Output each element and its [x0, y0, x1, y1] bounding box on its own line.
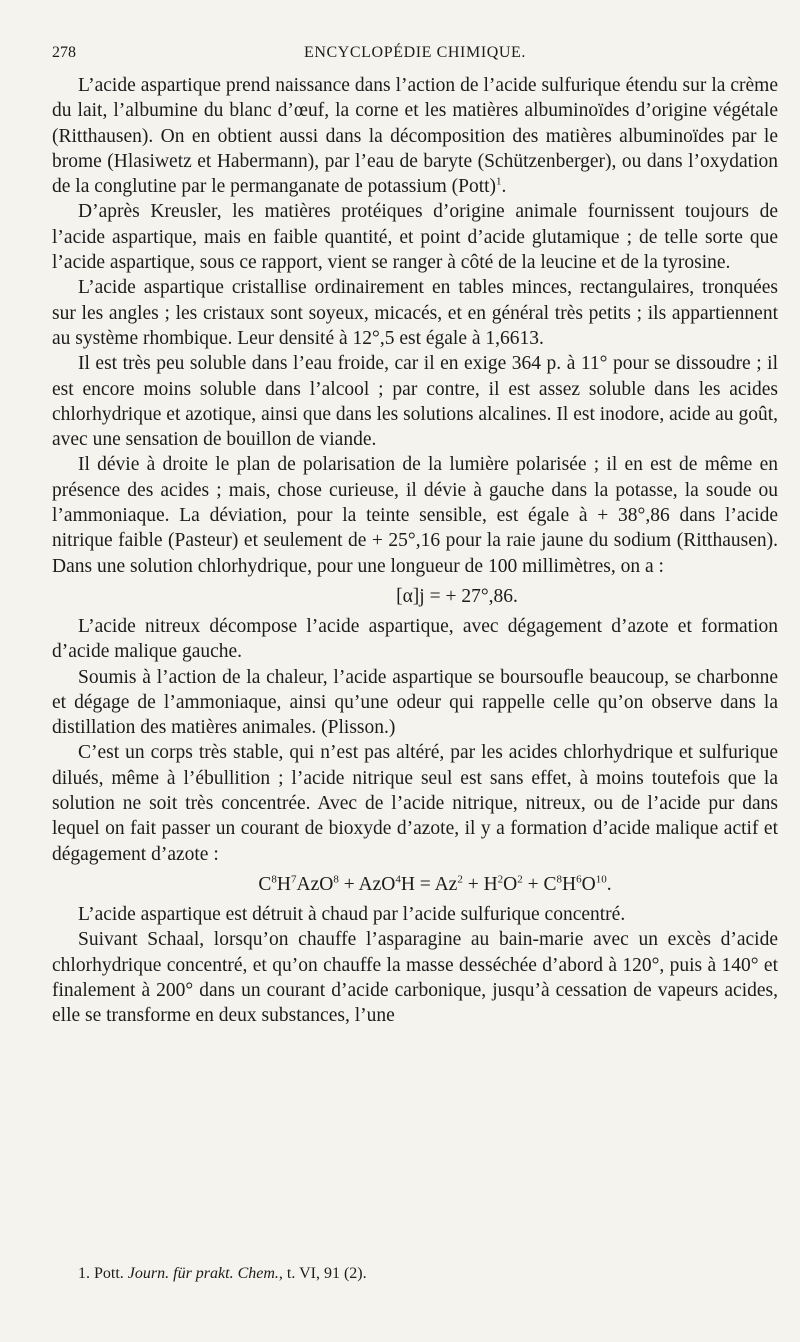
eq-sup: 4	[395, 873, 401, 886]
eq-part: .	[606, 873, 612, 895]
page-number: 278	[52, 44, 76, 61]
formula-value: = + 27°,86.	[424, 585, 518, 607]
eq-part: + C	[522, 873, 557, 895]
eq-sup: 6	[576, 873, 582, 886]
body-text	[52, 73, 778, 1028]
paragraph-5: Il dévie à droite le plan de polarisation de la lumière polarisée ; il en est de même en présence des acides ; mais, chose curieuse, il dévie à gauche dans la potasse, la soude ou l’ammoniaque. La déviation, pour la teinte sensible, est égale à + 38°,86 dans l’acide nitrique faible (Pasteur) et seulement de + 25°,16 pour la raie jaune du sodium (Ritthausen). Dans une solution chlorhydrique, pour une longueur de 100 millimètres, on a :	[52, 454, 778, 577]
eq-part: + AzO	[338, 873, 396, 895]
formula-rotatory-power	[52, 583, 778, 611]
eq-part: H	[562, 873, 577, 895]
paragraph-2: D’après Kreusler, les matières protéiques d’origine animale fournissent toujours de l’acide aspartique, mais en faible quantité, et point d’acide glutamique ; de telle sorte que l’acide aspartique, sous ce rapport, vient se ranger à côté de la leucine et de la tyrosine.	[52, 201, 778, 274]
paragraph-9: L’acide aspartique est détruit à chaud par l’acide sulfurique concentré.	[78, 903, 626, 925]
eq-sup: 2	[517, 873, 523, 886]
eq-sup: 8	[271, 873, 277, 886]
paragraph-3: L’acide aspartique cristallise ordinairement en tables minces, rectangulaires, tronquées sur les angles ; les cristaux sont soyeux, micacés, et en général très petits ; ils appartiennent au système rhombique. Leur densité à 12°,5 est égale à 1,6613.	[52, 277, 778, 349]
eq-sup: 8	[333, 873, 339, 886]
eq-sup: 7	[291, 873, 297, 886]
paragraph-1	[52, 73, 778, 199]
running-head: ENCYCLOPÉDIE CHIMIQUE.	[303, 44, 527, 61]
eq-sup: 8	[556, 873, 563, 886]
page-header	[52, 44, 778, 70]
footnote-number: 1.	[78, 1265, 90, 1282]
paragraph-1-text: L’acide aspartique prend naissance dans l’action de l’acide sulfurique étendu sur la crème du lait, l’albumine du blanc d’œuf, la corne et les matières albuminoïdes d’origine végétale (Ritthausen). On en obtient aussi dans la décomposition des matières albuminoïdes par le brome (Hlasiwetz et Habermann), par l’eau de baryte (Schützenberger), ou dans l’oxydation de la conglutine par le permanganate de potassium (Pott)	[52, 75, 778, 198]
eq-sup: 2	[497, 873, 504, 886]
formula-symbol: [α]j	[396, 585, 425, 607]
paragraph-10: Suivant Schaal, lorsqu’on chauffe l’asparagine au bain-marie avec un excès d’acide chlorhydrique concentré, et qu’on chauffe la masse desséchée d’abord à 120°, puis à 140° et finalement à 200° dans un courant d’acide carbonique, jusqu’à cessation de vapeurs acides, elle se transforme en deux substances, l’une	[52, 929, 778, 1027]
paragraph-6: L’acide nitreux décompose l’acide aspartique, avec dégagement d’azote et formation d’acide malique gauche.	[52, 615, 778, 663]
eq-part: H = Az	[400, 873, 458, 895]
eq-part: + H	[462, 873, 498, 895]
footnote-details: , t. VI, 91 (2).	[278, 1265, 367, 1282]
paragraph-4: Il est très peu soluble dans l’eau froide, car il en exige 364 p. à 11° pour se dissoudre ; il est encore moins soluble dans l’alcool ; par contre, il est assez soluble dans les acides chlorhydrique et azotique, ainsi que dans les solutions alcalines. Il est inodore, acide au goût, avec une sensation de bouillon de viande.	[52, 353, 778, 451]
eq-part: O	[503, 873, 518, 895]
paragraph-7: Soumis à l’action de la chaleur, l’acide aspartique se boursoufle beaucoup, se charbonne et dégage de l’ammoniaque, ainsi qu’une odeur qui rappelle celle qu’on observe dans la distillation des matières animales. (Plisson.)	[52, 666, 778, 739]
formula-reaction-equation	[52, 871, 778, 899]
eq-sup: 10	[595, 873, 607, 886]
eq-part: C	[258, 873, 272, 895]
eq-part: H	[276, 873, 291, 895]
footnote-reference: 1	[496, 175, 502, 188]
paragraph-8: C’est un corps très stable, qui n’est pas altéré, par les acides chlorhydrique et sulfurique dilués, même à l’ébullition ; l’acide nitrique seul est sans effet, à moins toutefois que la solution ne soit très concentrée. Avec de l’acide nitrique, nitreux, ou de l’acide pur dans lequel on fait passer un courant de bioxyde d’azote, il y a formation d’acide malique actif et dégagement d’azote :	[52, 742, 778, 865]
eq-sup: 2	[457, 873, 463, 886]
eq-part: AzO	[296, 873, 334, 895]
eq-part: O	[581, 873, 596, 895]
paragraph-1-end: .	[501, 176, 507, 198]
footnote-author: Pott.	[94, 1265, 124, 1282]
footnote-journal: Journ. für prakt. Chem.	[127, 1265, 279, 1282]
footnote	[78, 1263, 778, 1285]
